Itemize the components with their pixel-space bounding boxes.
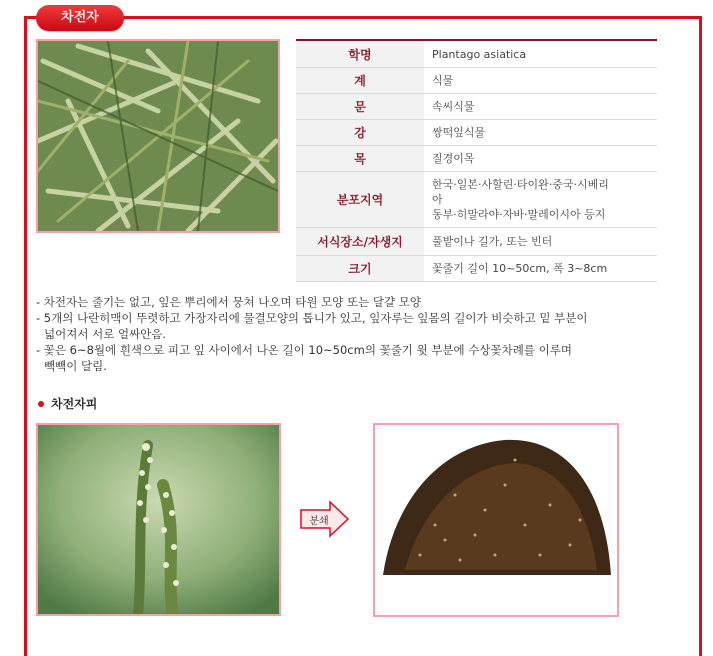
row-key: 계 [296, 68, 424, 93]
description-line: - 꽃은 6~8월에 흰색으로 피고 잎 사이에서 나온 길이 10~50cm의 꽃줄기 윗 부분에 수상꽃차례를 이루며 [36, 343, 572, 357]
distribution-line: 아 [432, 193, 443, 206]
distribution-line: 동부·히말라야·자바·말레이시아 등지 [432, 208, 606, 221]
row-value: 꽃줄기 길이 10~50cm, 폭 3~8cm [432, 262, 608, 275]
row-key: 문 [296, 94, 424, 119]
row-key: 크기 [296, 256, 424, 281]
row-value [424, 172, 657, 227]
description-block [36, 294, 686, 374]
description-line: 넓어져서 서로 얼싸안음. [44, 327, 167, 341]
row-value: Plantago asiatica [432, 47, 527, 61]
table-row [296, 228, 657, 256]
table-row [296, 120, 657, 146]
row-value: 쌍떡잎식물 [432, 126, 486, 139]
classification-table [296, 39, 657, 282]
page-title: 차전자 [36, 5, 124, 31]
distribution-line: 한국·일본·사할린·타이완·중국·시베리 [432, 178, 609, 191]
row-key: 강 [296, 120, 424, 145]
table-row [296, 41, 657, 68]
description-line: - 5개의 나란히맥이 뚜렷하고 가장자리에 물결모양의 톱니가 있고, 잎자루는 잎몸의 길이가 비슷하고 밑 부분이 [36, 311, 588, 325]
table-row [296, 256, 657, 282]
description-line: 빽빽이 달림. [44, 359, 107, 373]
row-key: 목 [296, 146, 424, 171]
row-value: 질경이목 [432, 152, 475, 165]
row-key: 서식장소/자생지 [296, 228, 424, 255]
table-row [296, 68, 657, 94]
bullet-dot-icon [38, 401, 44, 407]
plantago-plant-photo [36, 39, 280, 233]
row-value: 속씨식물 [432, 100, 475, 113]
section-heading [38, 395, 97, 412]
row-key: 분포지역 [296, 172, 424, 227]
row-value: 풀밭이나 길가, 또는 빈터 [432, 235, 553, 248]
description-line: - 차전자는 줄기는 없고, 잎은 뿌리에서 뭉쳐 나오며 타원 모양 또는 달걀 모양 [36, 295, 421, 309]
table-row [296, 172, 657, 228]
table-row [296, 94, 657, 120]
row-value: 식물 [432, 74, 454, 87]
section-heading-text: 차전자피 [51, 397, 98, 411]
grind-label: 분쇄 [309, 516, 329, 527]
plantago-flower-spike-photo [36, 423, 281, 616]
table-row [296, 146, 657, 172]
psyllium-husk-powder-photo [373, 423, 619, 617]
row-key: 학명 [296, 41, 424, 67]
